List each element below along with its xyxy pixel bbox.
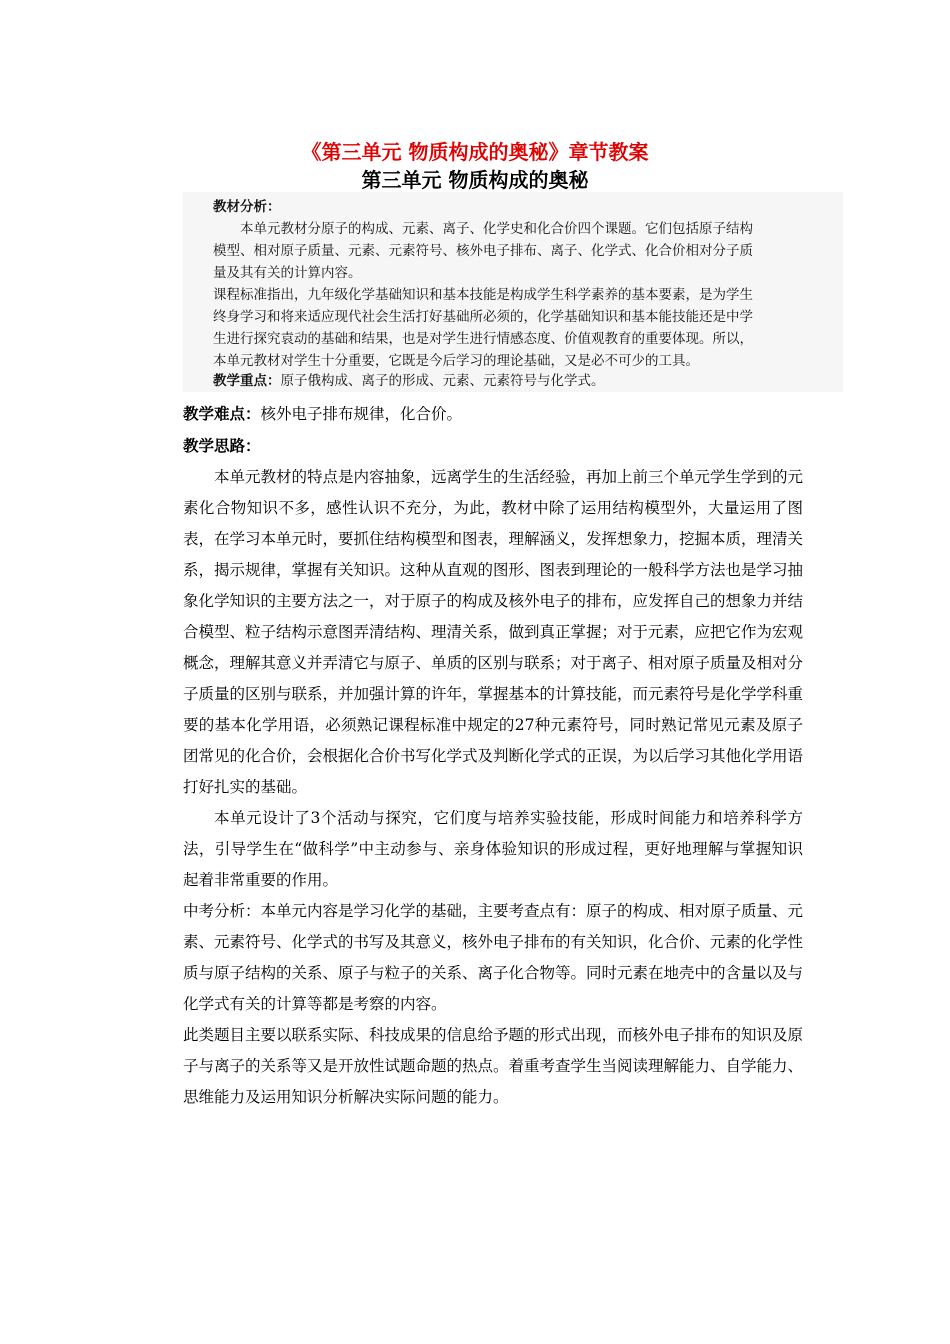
scan-line: 终身学习和将来适应现代社会生活打好基础所必须的，化学基础知识和基本能技能还是中学 <box>213 309 753 325</box>
page-title: 《第三单元 物质构成的奥秘》章节教案 <box>301 140 649 164</box>
scanned-excerpt <box>183 192 843 392</box>
teaching-approach-heading: 教学思路： <box>183 436 261 455</box>
scan-line: 本单元教材对学生十分重要，它既是今后学习的理论基础，又是必不可少的工具。 <box>213 353 699 369</box>
scan-line: 生进行探究袁动的基础和结果，也是对学生进行情感态度、价值观教育的重要体现。所以， <box>213 331 753 347</box>
lesson-body <box>183 398 803 1113</box>
scan-line: 课程标准指出，九年级化学基础知识和基本技能是构成学生科学素养的基本要素，是为学生 <box>213 287 753 303</box>
scan-line: 模型、相对原子质量、元素、元素符号、核外电子排布、离子、化学式、化合价相对分子质 <box>213 243 753 259</box>
paragraph-question-types: 此类题目主要以联系实际、科技成果的信息给予题的形式出现，而核外电子排布的知识及原子与离子的关系等又是开放性试题命题的热点。着重考查学生当阅读理解能力、自学能力、思维能力及运用知识分析解决实际问题的能力。 <box>183 1026 804 1106</box>
paragraph-exam-analysis: 中考分析：本单元内容是学习化学的基础，主要考查点有：原子的构成、相对原子质量、元素、元素符号、化学式的书写及其意义，核外电子排布的有关知识，化合价、元素的化学性质与原子结构的关系、原子与粒子的关系、离子化合物等。同时元素在地壳中的含量以及与化学式有关的计算等都是考察的内容。 <box>183 902 804 1013</box>
scan-line: 教材分析： <box>213 199 281 215</box>
unit-title: 第三单元 物质构成的奥秘 <box>361 168 589 192</box>
teaching-difficulty: 教学难点：核外电子排布规律，化合价。 <box>183 404 463 423</box>
scan-line: 量及其有关的计算内容。 <box>213 265 362 281</box>
scan-line: 本单元教材分原子的构成、元素、离子、化学史和化合价四个课题。它们包括原子结构 <box>213 221 753 237</box>
paragraph-1: 本单元教材的特点是内容抽象，远离学生的生活经验，再加上前三个单元学生学到的元素化合物知识不多，感性认识不充分，为此，教材中除了运用结构模型外，大量运用了图表，在学习本单元时，要抓住结构模型和图表，理解涵义，发挥想象力，挖掘本质，理清关系，揭示规律，掌握有关知识。这种从直观的图形、图表到理论的一般科学方法也是学习抽象化学知识的主要方法之一，对于原子的构成及核外电子的排布，应发挥自己的想象力并结合模型、粒子结构示意图弄清结构、理清关系，做到真正掌握；对于元素，应把它作为宏观概念，理解其意义并弄清它与原子、单质的区别与联系；对于离子、相对原子质量及相对分子质量的区别与联系，并加强计算的许年，掌握基本的计算技能，而元素符号是化学学科重要的基本化学用语，必须熟记课程标准中规定的27种元素符号，同时熟记常见元素及原子团常见的化合价，会根据化合价书写化学式及判断化学式的正误，为以后学习其他化学用语打好扎实的基础。 <box>183 468 804 796</box>
paragraph-2: 本单元设计了3个活动与探究，它们度与培养实验技能，形成时间能力和培养科学方法，引导学生在“做科学”中主动参与、亲身体验知识的形成过程，更好地理解与掌握知识起着非常重要的作用。 <box>183 809 803 889</box>
scan-line: 教学重点：原子俄构成、离子的形成、元素、元素符号与化学式。 <box>213 373 605 389</box>
